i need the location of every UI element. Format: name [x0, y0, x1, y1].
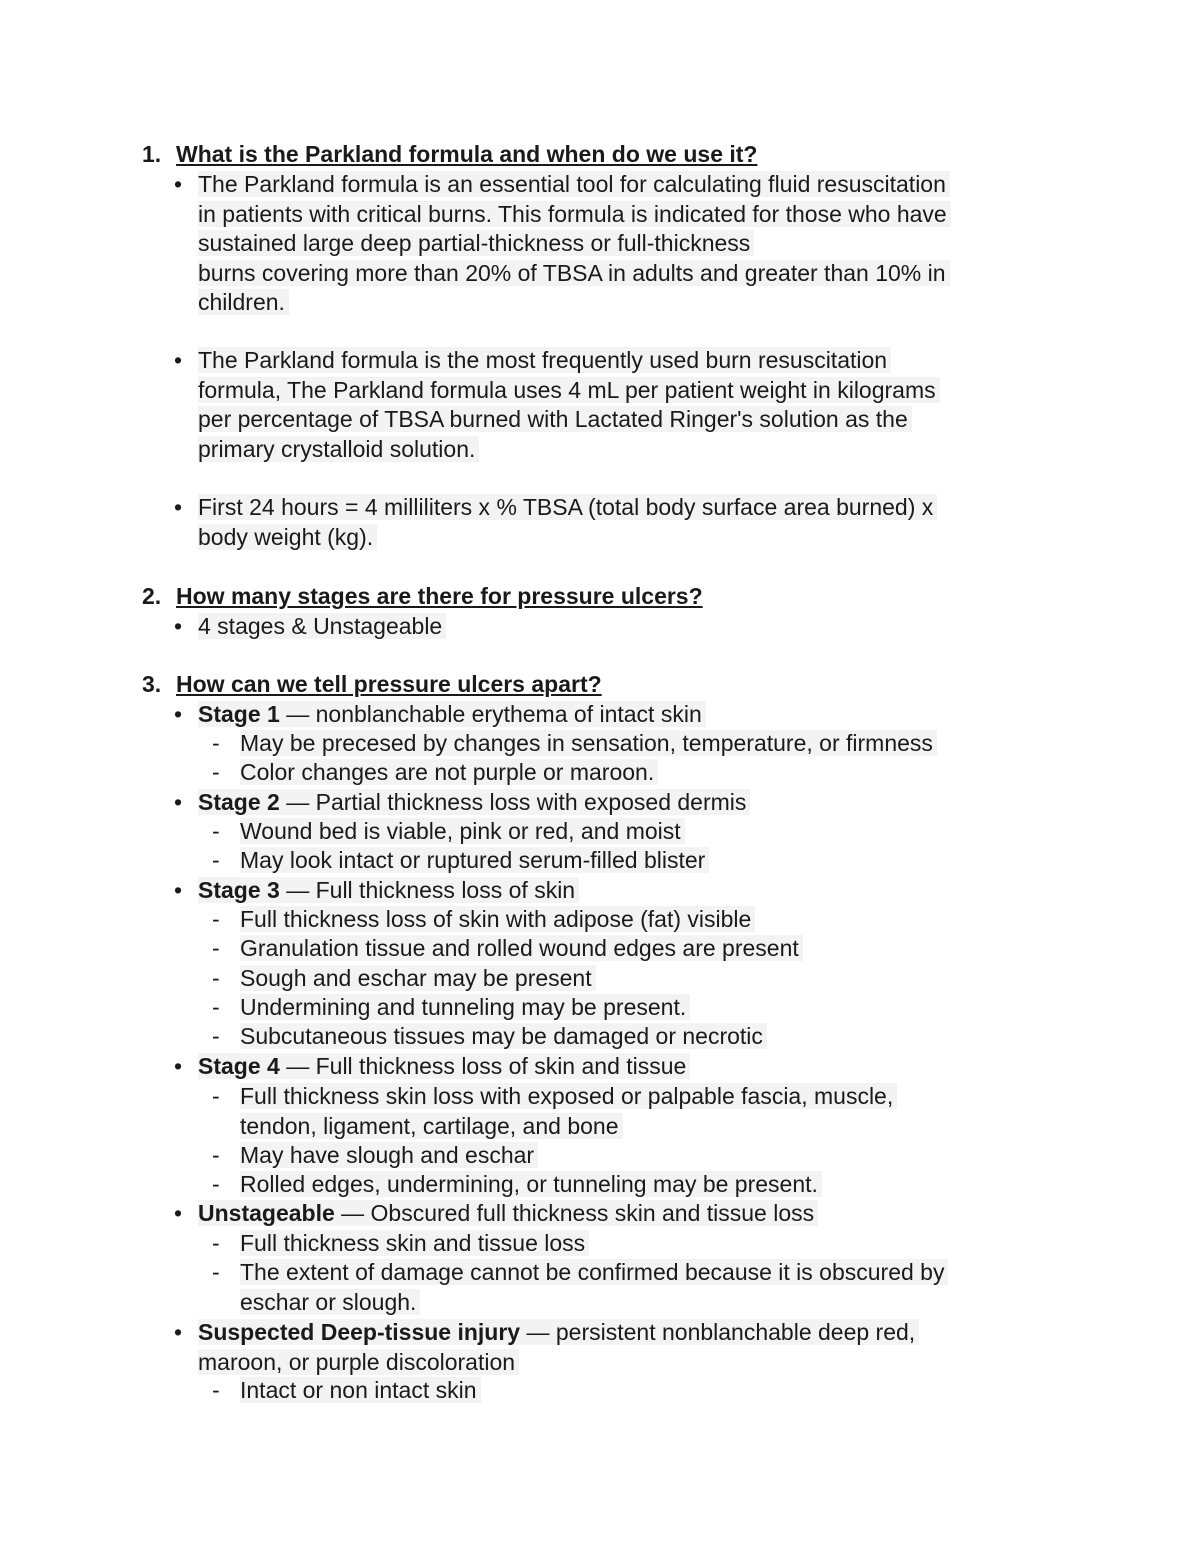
text-line: tendon, ligament, cartilage, and bone: [240, 1113, 623, 1139]
dash-icon: -: [212, 965, 220, 991]
stage-label: Stage 3: [198, 877, 280, 903]
bullet-text: [198, 493, 1058, 552]
text-line: Granulation tissue and rolled wound edges are present: [240, 935, 803, 961]
text-line: in patients with critical burns. This formula is indicated for those who have: [198, 201, 951, 227]
bullet-text: [198, 1199, 1058, 1229]
stage-description: Partial thickness loss with exposed dermis: [315, 789, 747, 815]
dash-icon: -: [212, 1171, 220, 1197]
separator: —: [279, 1053, 316, 1079]
dash-icon: -: [212, 1377, 220, 1403]
text-line: The Parkland formula is an essential tool for calculating fluid resuscitation: [198, 171, 950, 197]
dash-icon: -: [212, 1259, 220, 1285]
separator: —: [520, 1319, 556, 1345]
bullet-text: [198, 346, 1058, 464]
stage-description-continued: maroon, or purple discoloration: [198, 1349, 519, 1375]
text-line: Full thickness skin and tissue loss: [240, 1230, 589, 1256]
stage-description: persistent nonblanchable deep red,: [555, 1319, 916, 1345]
stage-label: Unstageable: [198, 1200, 335, 1226]
stage-description: Full thickness loss of skin: [315, 877, 576, 903]
question-number: 1.: [142, 141, 162, 167]
bullet-icon: •: [174, 347, 183, 373]
stage-label: Stage 1: [198, 701, 280, 727]
bullet-icon: •: [174, 494, 183, 520]
text-line: May look intact or ruptured serum-filled blister: [240, 847, 709, 873]
text-line: Rolled edges, undermining, or tunneling may be present.: [240, 1171, 822, 1197]
bullet-text: [198, 612, 1058, 642]
bullet-icon: •: [174, 877, 183, 903]
dash-icon: -: [212, 994, 220, 1020]
text-line: May have slough and eschar: [240, 1142, 538, 1168]
dash-icon: -: [212, 935, 220, 961]
stage-description: Obscured full thickness skin and tissue loss: [370, 1200, 815, 1226]
question-title: How can we tell pressure ulcers apart?: [176, 671, 602, 697]
separator: —: [279, 877, 316, 903]
bullet-icon: •: [174, 1053, 183, 1079]
text-line: Undermining and tunneling may be present.: [240, 994, 690, 1020]
bullet-text: [198, 788, 1058, 818]
bullet-icon: •: [174, 1319, 183, 1345]
stage-label: Suspected Deep-tissue injury: [198, 1319, 521, 1345]
text-line: primary crystalloid solution.: [198, 436, 479, 462]
stage-label: Stage 2: [198, 789, 280, 815]
dash-icon: -: [212, 1142, 220, 1168]
bullet-text: [198, 876, 1058, 906]
text-line: Subcutaneous tissues may be damaged or necrotic: [240, 1023, 767, 1049]
text-line: May be precesed by changes in sensation, temperature, or firmness: [240, 730, 937, 756]
stage-description: Full thickness loss of skin and tissue: [315, 1053, 687, 1079]
text-line: 4 stages & Unstageable: [198, 613, 446, 639]
text-line: First 24 hours = 4 milliliters x % TBSA (total body surface area burned) x: [198, 494, 937, 520]
text-line: Intact or non intact skin: [240, 1377, 481, 1403]
dash-icon: -: [212, 1083, 220, 1109]
text-line: The Parkland formula is the most frequently used burn resuscitation: [198, 347, 891, 373]
text-line: The extent of damage cannot be confirmed because it is obscured by: [240, 1259, 948, 1285]
bullet-text: [198, 1318, 1058, 1377]
text-line: children.: [198, 289, 289, 315]
text-line: sustained large deep partial-thickness or full-thickness: [198, 230, 754, 256]
question-title: What is the Parkland formula and when do we use it?: [176, 141, 758, 167]
text-line: Wound bed is viable, pink or red, and moist: [240, 818, 685, 844]
text-line: Full thickness skin loss with exposed or palpable fascia, muscle,: [240, 1083, 897, 1109]
question-number: 2.: [142, 583, 162, 609]
text-line: eschar or slough.: [240, 1289, 420, 1315]
dash-icon: -: [212, 759, 220, 785]
bullet-icon: •: [174, 171, 183, 197]
separator: —: [334, 1200, 371, 1226]
stage-description: nonblanchable erythema of intact skin: [315, 701, 702, 727]
bullet-icon: •: [174, 613, 183, 639]
dash-icon: -: [212, 1023, 220, 1049]
bullet-icon: •: [174, 789, 183, 815]
separator: —: [279, 701, 316, 727]
bullet-icon: •: [174, 701, 183, 727]
bullet-text: [198, 170, 1058, 318]
text-line: formula, The Parkland formula uses 4 mL per patient weight in kilograms: [198, 377, 940, 403]
bullet-text: [198, 700, 1058, 730]
stage-label: Stage 4: [198, 1053, 280, 1079]
text-line: body weight (kg).: [198, 524, 377, 550]
dash-icon: -: [212, 847, 220, 873]
bullet-text: [198, 1052, 1058, 1082]
dash-icon: -: [212, 1230, 220, 1256]
separator: —: [279, 789, 316, 815]
question-title: How many stages are there for pressure ulcers?: [176, 583, 703, 609]
question-number: 3.: [142, 671, 162, 697]
text-line: burns covering more than 20% of TBSA in adults and greater than 10% in: [198, 260, 950, 286]
dash-icon: -: [212, 818, 220, 844]
text-line: Sough and eschar may be present: [240, 965, 596, 991]
text-line: Color changes are not purple or maroon.: [240, 759, 658, 785]
text-line: per percentage of TBSA burned with Lactated Ringer's solution as the: [198, 406, 912, 432]
text-line: Full thickness loss of skin with adipose (fat) visible: [240, 906, 755, 932]
bullet-icon: •: [174, 1200, 183, 1226]
dash-icon: -: [212, 906, 220, 932]
dash-icon: -: [212, 730, 220, 756]
